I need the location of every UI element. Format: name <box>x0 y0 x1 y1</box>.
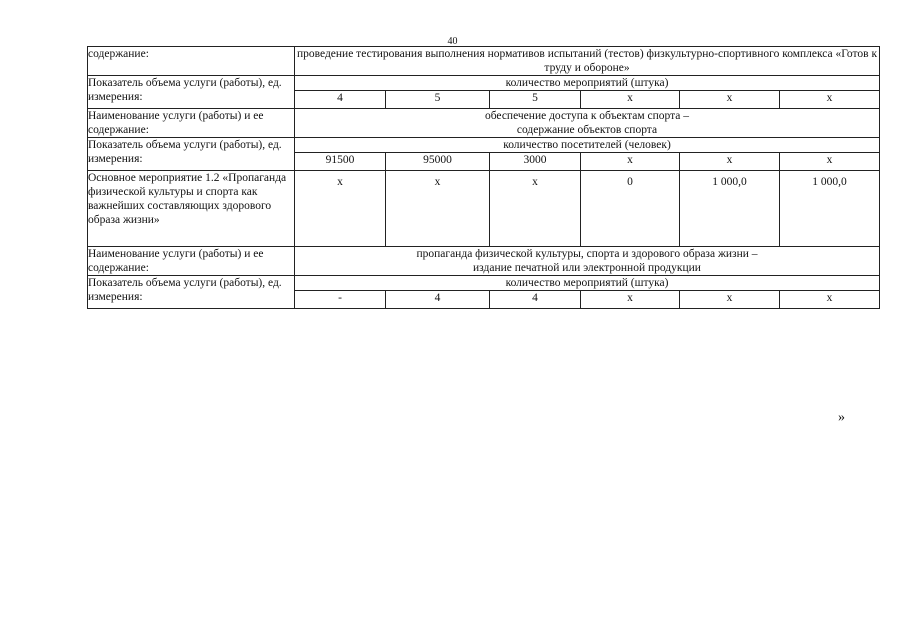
table-row <box>88 109 880 138</box>
row-label: Основное мероприятие 1.2 «Пропаганда физической культуры и спорта как важнейших составляющих здорового образа жизни» <box>88 171 295 247</box>
table-row <box>88 47 880 76</box>
row-label: Показатель объема услуги (работы), ед. измерения: <box>88 138 295 171</box>
value-cell: х <box>680 291 780 309</box>
value-cell: 5 <box>386 91 490 109</box>
value-cell: х <box>581 153 680 171</box>
page-number: 40 <box>447 36 458 47</box>
volume-indicator: количество мероприятий (штука) <box>295 76 880 91</box>
value-cell: х <box>780 91 880 109</box>
row-label: содержание: <box>88 47 295 76</box>
value-cell: х <box>780 153 880 171</box>
value-cell: х <box>680 153 780 171</box>
value-cell: 4 <box>386 291 490 309</box>
table-row <box>88 171 880 247</box>
service-content: проведение тестирования выполнения нормативов испытаний (тестов) физкультурно-спортивного комплекса «Готов к труду и обороне» <box>295 47 880 76</box>
program-table <box>87 46 880 309</box>
service-name <box>295 109 880 138</box>
row-label: Наименование услуги (работы) и ее содержание: <box>88 247 295 276</box>
value-cell: х <box>680 91 780 109</box>
closing-quote: » <box>838 410 845 425</box>
service-name <box>295 247 880 276</box>
volume-indicator: количество мероприятий (штука) <box>295 276 880 291</box>
value-cell: х <box>780 291 880 309</box>
service-name-line: обеспечение доступа к объектам спорта – <box>484 110 690 122</box>
value-cell: - <box>295 291 386 309</box>
value-cell: 0 <box>581 171 680 247</box>
service-name-line: издание печатной или электронной продукции <box>473 262 701 274</box>
table-row <box>88 138 880 153</box>
value-cell: 95000 <box>386 153 490 171</box>
value-cell: 1 000,0 <box>680 171 780 247</box>
value-cell: х <box>581 291 680 309</box>
service-name-line: пропаганда физической культуры, спорта и здорового образа жизни – <box>416 248 758 260</box>
value-cell: 91500 <box>295 153 386 171</box>
value-cell: 4 <box>490 291 581 309</box>
table-row <box>88 247 880 276</box>
volume-indicator: количество посетителей (человек) <box>295 138 880 153</box>
row-label: Наименование услуги (работы) и ее содержание: <box>88 109 295 138</box>
table-row <box>88 76 880 91</box>
value-cell: 1 000,0 <box>780 171 880 247</box>
value-cell: х <box>295 171 386 247</box>
table-row <box>88 276 880 291</box>
service-name-line: содержание объектов спорта <box>516 124 658 136</box>
row-label: Показатель объема услуги (работы), ед. измерения: <box>88 276 295 309</box>
value-cell: 3000 <box>490 153 581 171</box>
row-label: Показатель объема услуги (работы), ед. измерения: <box>88 76 295 109</box>
value-cell: х <box>386 171 490 247</box>
value-cell: х <box>581 91 680 109</box>
value-cell: х <box>490 171 581 247</box>
value-cell: 5 <box>490 91 581 109</box>
value-cell: 4 <box>295 91 386 109</box>
